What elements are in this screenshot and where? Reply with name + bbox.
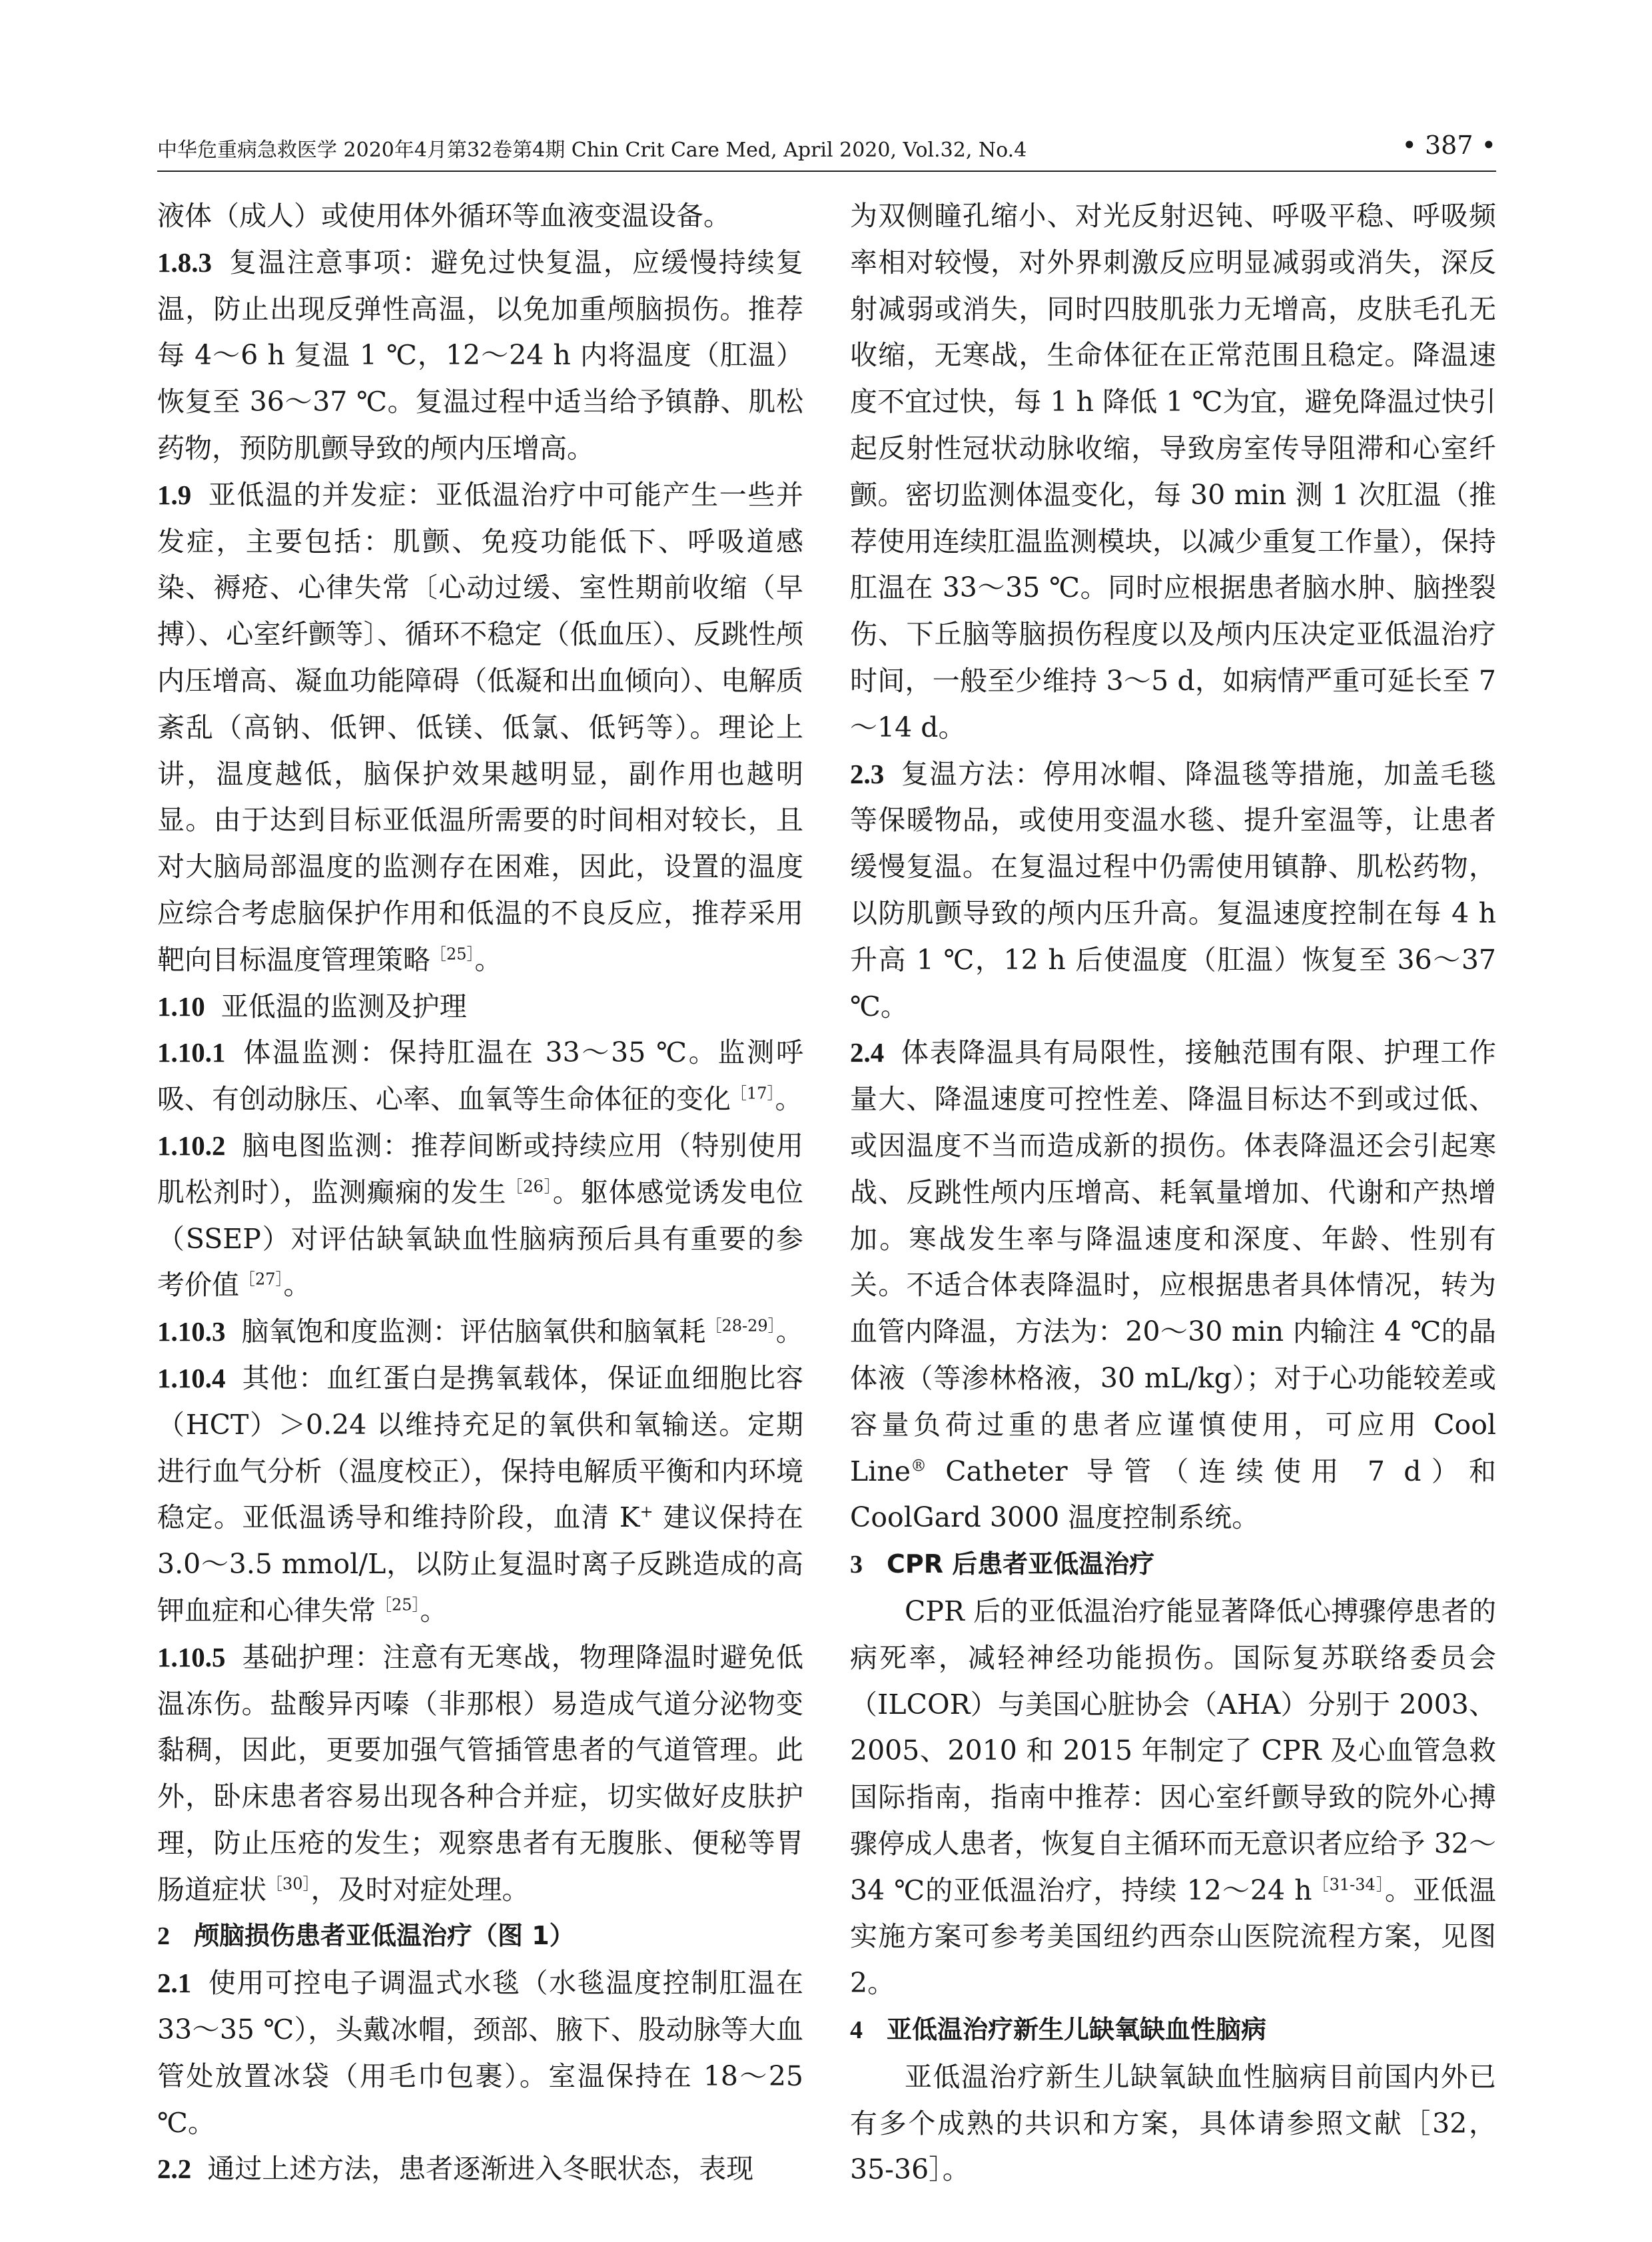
- section-number: 2.3: [850, 758, 885, 789]
- paragraph-neonatal: [850, 2054, 1496, 2193]
- paragraph-text: CPR 后的亚低温治疗能显著降低心搏骤停患者的病死率，减轻神经功能损伤。国际复苏联络委员会（ILCOR）与美国心脏协会（AHA）分别于 2003、2005、2010 和 2015 年制定了 CPR 及心血管急救国际指南，指南中推荐：因心室纤颤导致的院外心搏骤停成人患者，恢复自主循环而无意识者应给予 32～34 ℃的亚低温治疗，持续 12～24 h: [850, 1595, 1496, 1906]
- paragraph-1-10-1: [157, 1030, 803, 1123]
- paragraph-2-3: [850, 751, 1496, 1030]
- registered-mark: ®: [911, 1455, 927, 1475]
- section-heading-4: [850, 2007, 1496, 2054]
- paragraph-1-10-2: [157, 1123, 803, 1309]
- section-title: CPR 后患者亚低温治疗: [887, 1549, 1155, 1579]
- paragraph-text: 。躯体感觉诱发电位（SSEP）对评估缺氧缺血性脑病预后具有重要的参考价值: [157, 1176, 804, 1302]
- section-number: 2: [157, 1922, 170, 1951]
- paragraph-2-2: [157, 2146, 803, 2193]
- paragraph-text: 。亚低温实施方案可参考美国纽约西奈山医院流程方案，见图 2。: [850, 1874, 1497, 2000]
- paragraph-text: 亚低温的并发症：亚低温治疗中可能产生一些并发症，主要包括：肌颤、免疫功能低下、呼吸道感染、褥疮、心律失常〔心动过缓、室性期前收缩（早搏）、心室纤颤等〕、循环不稳定（低血压）、反跳性颅内压增高、凝血功能障碍（低凝和出血倾向）、电解质紊乱（高钠、低钾、低镁、低氯、低钙等）。理论上讲，温度越低，脑保护效果越明显，副作用也越明显。由于达到目标亚低温所需要的时间相对较长，且对大脑局部温度的监测存在困难，因此，设置的温度应综合考虑脑保护作用和低温的不良反应，推荐采用靶向目标温度管理策略: [157, 478, 803, 976]
- paragraph-text: 为双侧瞳孔缩小、对光反射迟钝、呼吸平稳、呼吸频率相对较慢，对外界刺激反应明显减弱或消失，深反射减弱或消失，同时四肢肌张力无增高，皮肤毛孔无收缩，无寒战，生命体征在正常范围且稳定。降温速度不宜过快，每 1 h 降低 1 ℃为宜，避免降温过快引起反射性冠状动脉收缩，导致房室传导阻滞和心室纤颤。密切监测体温变化，每 30 min 测 1 次肛温（推荐使用连续肛温监测模块，以减少重复工作量），保持肛温在 33～35 ℃。同时应根据患者脑水肿、脑挫裂伤、下丘脑等脑损伤程度以及颅内压决定亚低温治疗时间，一般至少维持 3～5 d，如病情严重可延长至 7～14 d。: [850, 200, 1496, 743]
- section-number: 4: [850, 2016, 863, 2045]
- section-title: 颅脑损伤患者亚低温治疗（图 1）: [194, 1921, 575, 1951]
- paragraph-text: 通过上述方法，患者逐渐进入冬眠状态，表现: [207, 2153, 754, 2185]
- citation-ref: ［28-29］: [705, 1316, 776, 1335]
- paragraph-text: 。: [775, 1315, 803, 1348]
- paragraph-text: 体温监测：保持肛温在 33～35 ℃。监测呼吸、有创动脉压、心率、血氧等生命体征的变化: [157, 1036, 803, 1116]
- paragraph-text: ，及时对症处理。: [310, 1873, 530, 1906]
- paragraph-text: 其他：血红蛋白是携氧载体，保证血细胞比容（HCT）＞0.24 以维持充足的氧供和氧输送。定期进行血气分析（温度校正），保持电解质平衡和内环境稳定。亚低温诱导和维持阶段，血清 K: [157, 1361, 803, 1534]
- section-number: 1.10.5: [157, 1641, 226, 1673]
- section-number: 1.10.4: [157, 1362, 226, 1393]
- paragraph-text: 复温注意事项：避免过快复温，应缓慢持续复温，防止出现反弹性高温，以免加重颅脑损伤。推荐每 4～6 h 复温 1 ℃，12～24 h 内将温度（肛温）恢复至 36～37 ℃。复温过程中适当给予镇静、肌松药物，预防肌颤导致的颅内压增高。: [157, 246, 803, 464]
- section-number: 1.10.3: [157, 1316, 226, 1347]
- paragraph-text: 脑氧饱和度监测：评估脑氧供和脑氧耗: [241, 1315, 706, 1348]
- section-number: 3: [850, 1551, 863, 1579]
- section-number: 1.10.2: [157, 1130, 226, 1161]
- section-number: 1.10: [157, 990, 205, 1022]
- paragraph-text: Catheter 导管（连续使用 7 d）和 CoolGard 3000 温度控制系统。: [850, 1455, 1496, 1534]
- citation-ref: ［30］: [266, 1874, 311, 1894]
- running-header: [157, 131, 1496, 172]
- paragraph-text: 体表降温具有局限性，接触范围有限、护理工作量大、降温速度可控性差、降温目标达不到或过低、或因温度不当而造成新的损伤。体表降温还会引起寒战、反跳性颅内压增高、耗氧量增加、代谢和产热增加。寒战发生率与降温速度和深度、年龄、性别有关。不适合体表降温时，应根据患者具体情况，转为血管内降温，方法为：20～30 min 内输注 4 ℃的晶体液（等渗林格液，30 mL/kg）；对于心功能较差或容量负荷过重的患者应谨慎使用，可应用 Cool Line: [850, 1036, 1496, 1487]
- citation-ref: ［25］: [376, 1595, 420, 1615]
- paragraph-text: 液体（成人）或使用体外循环等血液变温设备。: [157, 200, 731, 232]
- heading-1-10: [157, 984, 803, 1030]
- journal-citation: 中华危重病急救医学 2020年4月第32卷第4期 Chin Crit Care Med, April 2020, Vol.32, No.4: [157, 139, 1027, 162]
- paragraph-2-4: [850, 1030, 1496, 1541]
- paragraph-text: 。: [474, 943, 502, 976]
- page-number: • 387 •: [1402, 131, 1496, 160]
- section-title: 亚低温治疗新生儿缺氧缺血性脑病: [887, 2015, 1267, 2045]
- paragraph-text: 建议保持在 3.0～3.5 mmol/L，以防止复温时离子反跳造成的高钾血症和心律失常: [157, 1501, 803, 1627]
- superscript-charge: +: [639, 1502, 653, 1521]
- section-number: 2.4: [850, 1037, 885, 1068]
- section-heading-3: [850, 1541, 1496, 1589]
- citation-ref: ［27］: [239, 1270, 284, 1289]
- heading-text: 亚低温的监测及护理: [220, 990, 467, 1022]
- paragraph-text: 基础护理：注意有无寒战，物理降温时避免低温冻伤。盐酸异丙嗪（非那根）易造成气道分泌物变黏稠，因此，更要加强气管插管患者的气道管理。此外，卧床患者容易出现各种合并症，切实做好皮肤护理，防止压疮的发生；观察患者有无腹胀、便秘等胃肠道症状: [157, 1641, 803, 1906]
- left-column: [157, 193, 803, 2193]
- section-heading-2: [157, 1913, 803, 1960]
- section-number: 1.9: [157, 479, 192, 510]
- section-number: 2.2: [157, 2153, 192, 2185]
- paragraph-1-9: [157, 472, 803, 984]
- paragraph-text: 使用可控电子调温式水毯（水毯温度控制肛温在 33～35 ℃），头戴冰帽，颈部、腋下、股动脉等大血管处放置冰袋（用毛巾包裹）。室温保持在 18～25 ℃。: [157, 1967, 803, 2139]
- paragraph-text: 复温方法：停用冰帽、降温毯等措施，加盖毛毯等保暖物品，或使用变温水毯、提升室温等，让患者缓慢复温。在复温过程中仍需使用镇静、肌松药物，以防肌颤导致的颅内压升高。复温速度控制在每 4 h 升高 1 ℃，12 h 后使温度（肛温）恢复至 36～37 ℃。: [850, 757, 1496, 1022]
- citation-ref: ［17］: [731, 1084, 775, 1103]
- paragraph-text: 脑电图监测：推荐间断或持续应用（特别使用肌松剂时），监测癫痫的发生: [157, 1129, 803, 1208]
- paragraph-cpr: [850, 1589, 1496, 2007]
- citation-ref: ［25］: [430, 944, 475, 964]
- paragraph-1-10-5: [157, 1635, 803, 1914]
- paragraph-text: 。: [420, 1594, 448, 1627]
- paragraph-continued: [850, 193, 1496, 751]
- paragraph-2-1: [157, 1960, 803, 2146]
- paragraph-text: 亚低温治疗新生儿缺氧缺血性脑病目前国内外已有多个成熟的共识和方案，具体请参照文献［32，35-36］。: [850, 2060, 1496, 2186]
- paragraph: [157, 193, 803, 240]
- paragraph-1-10-3: [157, 1309, 803, 1355]
- paragraph-text: 。: [775, 1083, 803, 1116]
- section-number: 2.1: [157, 1968, 192, 1999]
- section-number: 1.10.1: [157, 1037, 226, 1068]
- paragraph-1-10-4: [157, 1355, 803, 1635]
- paragraph-text: 。: [283, 1269, 311, 1302]
- right-column: [850, 193, 1496, 2193]
- citation-ref: ［26］: [506, 1177, 553, 1196]
- citation-ref: ［31-34］: [1312, 1875, 1385, 1894]
- section-number: 1.8.3: [157, 246, 212, 278]
- paragraph-1-8-3: [157, 240, 803, 472]
